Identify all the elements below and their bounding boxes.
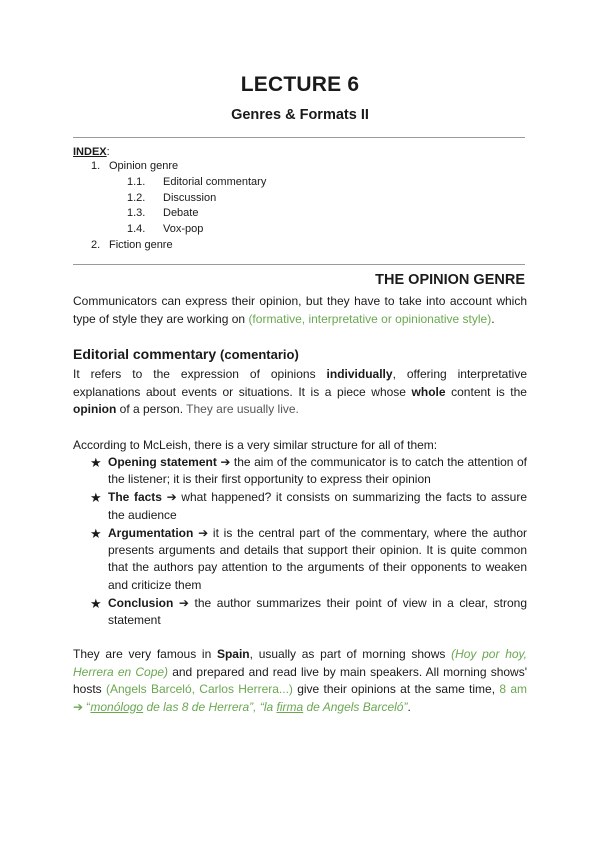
list-item <box>90 454 527 489</box>
arrow-icon: ➔ <box>178 595 189 610</box>
structure-term: Conclusion <box>108 595 174 610</box>
firma-term: firma <box>276 699 304 714</box>
divider-bottom <box>73 264 525 265</box>
arrow-icon: ➔ <box>220 455 231 469</box>
time-note: 8 am ➔ “ <box>73 682 527 714</box>
spain-paragraph <box>73 646 527 716</box>
editorial-heading-text: Editorial commentary <box>73 346 217 362</box>
intro-styles: (formative, interpretative or opinionative style) <box>248 311 492 326</box>
text: It refers to the expression of opinions <box>73 367 327 381</box>
monologo-term: monólogo <box>90 699 144 714</box>
text: , usually as part of morning shows <box>249 647 452 661</box>
editorial-heading-suffix: (comentario) <box>220 347 299 362</box>
quote-text: de las 8 de Herrera”, “la <box>143 699 277 714</box>
opinion-intro <box>73 293 527 328</box>
page-title: LECTURE 6 <box>240 73 360 96</box>
list-item <box>90 595 527 630</box>
star-bullet-icon: ★ <box>90 525 102 541</box>
list-item <box>90 525 527 595</box>
structure-list <box>90 454 527 630</box>
text: content is the <box>445 384 527 399</box>
index-item-num: 1.1. <box>127 176 146 188</box>
text: . <box>407 699 411 714</box>
index-item: Opinion genre <box>109 160 179 172</box>
intro-end: . <box>491 311 495 326</box>
index-item: Fiction genre <box>109 239 173 251</box>
editorial-heading <box>73 346 299 362</box>
star-bullet-icon: ★ <box>90 595 102 611</box>
divider-top <box>73 137 525 138</box>
index-item: Vox-pop <box>163 223 204 235</box>
structure-desc: it is the central part of the commentary, where the author presents arguments and details that support their opinion. It is quite common that the authors pay attention to the arguments of their opponents to weaken and criticize them <box>108 525 527 592</box>
structure-desc: the author summarizes their point of view in a clear, strong statement <box>108 595 528 628</box>
intro-text: Communicators can express their opinion, but they have to take into account which type of style they are working on <box>73 294 527 326</box>
arrow-icon: ➔ <box>166 490 177 505</box>
example-hosts: (Angels Barceló, Carlos Herrera...) <box>105 682 293 697</box>
structure-term: The facts <box>108 490 162 505</box>
index-item-num: 1.3. <box>127 207 146 219</box>
emphasis: opinion <box>73 402 117 417</box>
index-label: INDEX <box>73 146 107 158</box>
structure-term: Argumentation <box>108 525 194 540</box>
arrow-icon: ➔ <box>198 525 209 540</box>
text: and prepared and read live by main speakers. All morning shows' hosts <box>73 664 527 697</box>
index-colon: : <box>106 146 110 158</box>
index-item-num: 1.4. <box>127 223 146 235</box>
mcleish-paragraph: According to McLeish, there is a very similar structure for all of them: <box>73 438 438 452</box>
index-item: Debate <box>163 207 199 219</box>
structure-desc: the aim of the communicator is to catch the attention of the listener; it is their first opportunity to express their opinion <box>108 455 527 487</box>
star-bullet-icon: ★ <box>90 455 102 470</box>
emphasis: individually <box>326 367 393 381</box>
index-item-num: 2. <box>91 239 101 251</box>
index-item: Discussion <box>163 192 217 204</box>
list-item <box>90 489 527 524</box>
index-item-num: 1. <box>91 160 101 172</box>
quote-text: de Angels Barceló” <box>303 699 408 714</box>
index-item: Editorial commentary <box>163 176 267 188</box>
text: give their opinions at the same time, <box>292 682 500 697</box>
index-item-num: 1.2. <box>127 192 146 204</box>
structure-term: Opening statement <box>108 455 217 469</box>
star-bullet-icon: ★ <box>90 490 102 506</box>
emphasis: Spain <box>216 647 250 661</box>
example-shows: (Hoy por hoy, Herrera en Cope) <box>73 647 527 679</box>
editorial-paragraph <box>73 366 527 419</box>
structure-desc: what happened? it consists on summarizing the facts to assure the audience <box>108 490 527 522</box>
text: of a person. <box>116 402 187 417</box>
emphasis: whole <box>411 384 446 399</box>
text: , offering interpretative explanations about events or situations. It is a piece whose <box>73 367 528 399</box>
index-heading <box>73 144 110 160</box>
note: They are usually live. <box>186 402 299 417</box>
page-subtitle: Genres & Formats II <box>231 107 369 123</box>
text: They are very famous in <box>73 647 217 661</box>
section-title: THE OPINION GENRE <box>375 272 525 288</box>
